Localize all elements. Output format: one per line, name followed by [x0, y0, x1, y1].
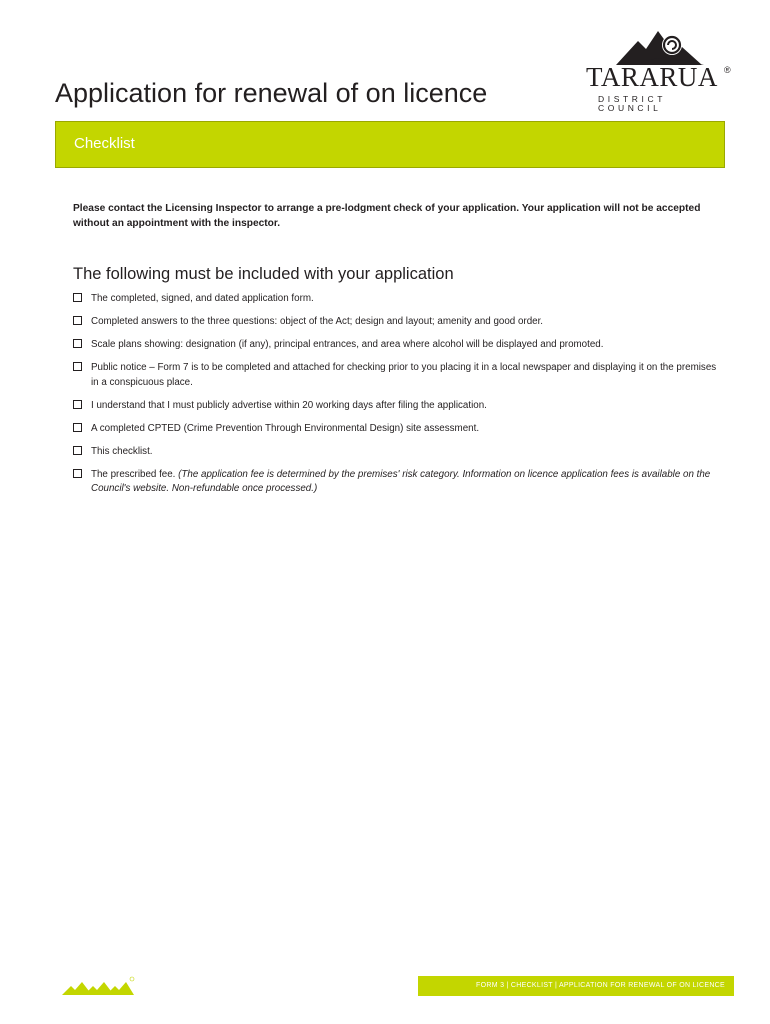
checklist-item-text: Public notice – Form 7 is to be completed and attached for checking prior to you placing it in a local newspaper and displaying it on the premises in a conspicuous place.: [91, 362, 717, 388]
checkbox[interactable]: [73, 316, 82, 325]
checkbox[interactable]: [73, 423, 82, 432]
page-title: Application for renewal of on licence: [55, 78, 488, 108]
checklist-item-text: This checklist.: [91, 445, 153, 457]
checklist-item-text: The prescribed fee.: [91, 468, 176, 480]
checkbox[interactable]: [73, 293, 82, 302]
mountains-icon: [60, 976, 136, 998]
checklist-heading: The following must be included with your application: [73, 265, 454, 283]
checkbox[interactable]: [73, 339, 82, 348]
checkbox[interactable]: [73, 446, 82, 455]
logo-wordmark: TARARUA: [586, 62, 718, 92]
checklist-item-text: A completed CPTED (Crime Prevention Through Environmental Design) site assessment.: [91, 422, 480, 434]
checkbox[interactable]: [73, 362, 82, 371]
checklist-item: [73, 399, 723, 414]
instructions-notice: Please contact the Licensing Inspector to arrange a pre-lodgment check of your application. Your application will not be accepted without an appointment with the inspector.: [73, 203, 701, 229]
checklist-item: [73, 445, 723, 460]
checklist-item-text: Completed answers to the three questions: object of the Act; design and layout; amenity and good order.: [91, 316, 544, 327]
checklist-item-text: I understand that I must publicly advertise within 20 working days after filing the application.: [91, 399, 487, 411]
fee-note: (The application fee is determined by the premises' risk category. Information on licence application fees is available on the Council's website. Non-refundable once processed.): [91, 468, 711, 494]
checklist-item: [73, 338, 723, 353]
mountain-koru-icon: [616, 25, 704, 67]
checklist-item: [73, 468, 723, 497]
footer-bar: [418, 976, 734, 996]
checklist-item: [73, 422, 723, 437]
checklist-item: [73, 361, 723, 390]
checkbox[interactable]: [73, 400, 82, 409]
section-header-bar: [55, 121, 725, 168]
checklist: [73, 292, 723, 505]
checklist-item: [73, 315, 723, 330]
checklist-item-text: Scale plans showing: designation (if any), principal entrances, and area where alcohol will be displayed and promoted.: [91, 339, 604, 350]
footer-text: FORM 3 | CHECKLIST | APPLICATION FOR RENEWAL OF ON LICENCE: [476, 982, 725, 989]
logo-subtitle: DISTRICT COUNCIL: [598, 94, 666, 113]
checkbox[interactable]: [73, 469, 82, 478]
checklist-item: [73, 292, 723, 307]
registered-mark: ®: [724, 65, 731, 75]
section-title: Checklist: [74, 135, 135, 152]
checklist-item-text: The completed, signed, and dated application form.: [91, 293, 314, 304]
council-logo: [584, 25, 734, 113]
